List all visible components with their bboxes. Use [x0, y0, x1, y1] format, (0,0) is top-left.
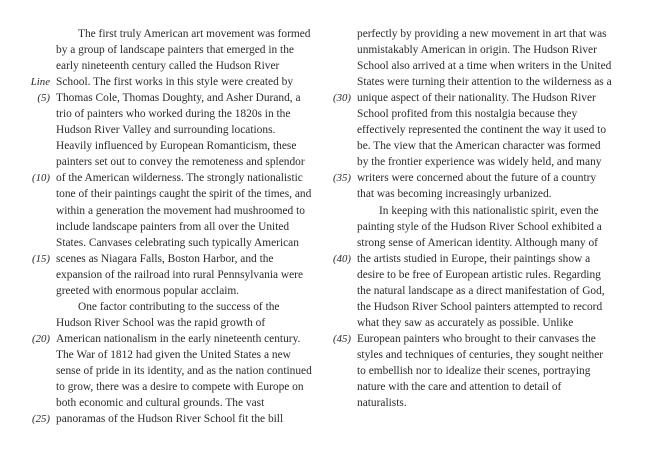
passage-line: [320, 26, 653, 42]
line-text: include landscape painters from all over the United: [56, 220, 290, 233]
passage-line: [320, 395, 653, 411]
line-number: (45): [333, 332, 351, 345]
passage-line: [320, 363, 653, 379]
line-text: within a generation the movement had mushroomed to: [56, 204, 305, 217]
passage-line: [0, 42, 330, 58]
line-text: School also arrived at a time when writers in the United: [357, 60, 612, 73]
passage-line: [320, 315, 653, 331]
line-text: styles and techniques of centuries, they sought neither: [357, 348, 604, 361]
passage-line: [320, 347, 653, 363]
line-text: Hudson River Valley and surrounding locations.: [56, 124, 276, 137]
passage-line: [320, 283, 653, 299]
line-text: painters set out to convey the remoteness and splendor: [56, 156, 305, 169]
line-text: both economic and cultural grounds. The vast: [56, 397, 265, 410]
passage-line: [0, 203, 330, 219]
passage-line: [0, 186, 330, 202]
passage-line: [0, 26, 330, 42]
line-text: desire to be free of European artistic rules. Regarding: [357, 268, 601, 281]
passage-left-column: [0, 26, 330, 427]
passage-line: [320, 154, 653, 170]
passage-line: [320, 379, 653, 395]
line-text: of the American wilderness. The strongly nationalistic: [56, 172, 303, 185]
line-text: sense of pride in its identity, and as the nation continued: [56, 364, 312, 377]
passage-line: [320, 235, 653, 251]
line-text: States. Canvases celebrating such typically American: [56, 236, 299, 249]
line-text: early nineteenth century called the Hudson River: [56, 60, 280, 73]
line-text: American nationalism in the early nineteenth century.: [56, 332, 301, 345]
passage-line: [0, 315, 330, 331]
line-number: (10): [32, 172, 50, 185]
line-number: (35): [333, 172, 351, 185]
line-number: (40): [333, 252, 351, 265]
passage-line: [320, 74, 653, 90]
passage-line: [0, 235, 330, 251]
passage-line: [320, 58, 653, 74]
passage-line: [0, 331, 330, 347]
passage-line: [320, 267, 653, 283]
line-text: One factor contributing to the success of the: [78, 300, 280, 313]
passage-line: [0, 299, 330, 315]
line-number: (15): [32, 252, 50, 265]
line-text: trio of painters who worked during the 1820s in the: [56, 108, 291, 121]
line-text: naturalists.: [357, 397, 407, 410]
passage-line: [0, 219, 330, 235]
line-number: (25): [32, 413, 50, 426]
line-text: Heavily influenced by European Romanticism, these: [56, 140, 297, 153]
line-text: School. The first works in this style were created by: [56, 76, 294, 89]
line-text: In keeping with this nationalistic spirit, even the: [379, 204, 599, 217]
passage-line: [0, 74, 330, 90]
passage-line: [320, 203, 653, 219]
line-text: nature with the care and attention to detail of: [357, 381, 562, 394]
line-text: the Hudson River School painters attempted to record: [357, 300, 603, 313]
line-text: what they saw as accurately as possible. Unlike: [357, 316, 574, 329]
passage-line: [0, 106, 330, 122]
passage-line: [0, 154, 330, 170]
passage-line: [320, 186, 653, 202]
passage-line: [0, 267, 330, 283]
line-number: Line: [30, 76, 50, 89]
passage-line: [0, 122, 330, 138]
line-text: Thomas Cole, Thomas Doughty, and Asher Durand, a: [56, 92, 301, 105]
passage-right-column: [320, 26, 653, 411]
line-text: unique aspect of their nationality. The Hudson River: [357, 92, 596, 105]
line-text: tone of their paintings caught the spirit of the times, and: [56, 188, 312, 201]
line-text: strong sense of American identity. Although many of: [357, 236, 598, 249]
line-text: expansion of the railroad into rural Pennsylvania were: [56, 268, 304, 281]
line-number: (20): [32, 332, 50, 345]
passage-line: [0, 90, 330, 106]
line-text: by the frontier experience was widely held, and many: [357, 156, 602, 169]
line-text: to grow, there was a desire to compete with Europe on: [56, 381, 304, 394]
passage-line: [320, 138, 653, 154]
line-text: greeted with enormous popular acclaim.: [56, 284, 240, 297]
passage-line: [320, 170, 653, 186]
line-text: by a group of landscape painters that emerged in the: [56, 44, 294, 57]
passage-line: [0, 379, 330, 395]
passage-line: [0, 138, 330, 154]
line-text: the artists studied in Europe, their paintings show a: [357, 252, 591, 265]
line-text: be. The view that the American character was formed: [357, 140, 601, 153]
passage-line: [0, 411, 330, 427]
line-number: (5): [37, 92, 50, 105]
line-text: painting style of the Hudson River School exhibited a: [357, 220, 602, 233]
passage-line: [0, 283, 330, 299]
line-text: the natural landscape as a direct manifestation of God,: [357, 284, 605, 297]
passage-line: [320, 90, 653, 106]
passage-line: [0, 395, 330, 411]
passage-line: [0, 363, 330, 379]
passage-line: [320, 122, 653, 138]
line-number: (30): [333, 92, 351, 105]
line-text: that was becoming increasingly urbanized.: [357, 188, 552, 201]
passage-line: [320, 251, 653, 267]
line-text: effectively represented the continent the way it used to: [357, 124, 607, 137]
line-text: Hudson River School was the rapid growth of: [56, 316, 266, 329]
passage-line: [0, 347, 330, 363]
line-text: unmistakably American in origin. The Hudson River: [357, 44, 597, 57]
line-text: writers were concerned about the future of a country: [357, 172, 597, 185]
line-text: The War of 1812 had given the United States a new: [56, 348, 291, 361]
passage-line: [0, 58, 330, 74]
passage-line: [320, 42, 653, 58]
passage-line: [0, 251, 330, 267]
passage-line: [320, 299, 653, 315]
passage-line: [320, 106, 653, 122]
line-text: The first truly American art movement was formed: [78, 28, 311, 40]
line-text: to embellish nor to idealize their scenes, portraying: [357, 364, 591, 377]
line-text: European painters who brought to their canvases the: [357, 332, 596, 345]
passage-line: [320, 219, 653, 235]
passage-line: [0, 170, 330, 186]
line-text: School profited from this nostalgia because they: [357, 108, 578, 121]
line-text: perfectly by providing a new movement in art that was: [357, 28, 607, 40]
line-text: panoramas of the Hudson River School fit the bill: [56, 413, 284, 426]
passage-line: [320, 331, 653, 347]
line-text: scenes as Niagara Falls, Boston Harbor, and the: [56, 252, 274, 265]
line-text: States were turning their attention to the wilderness as a: [357, 76, 612, 89]
